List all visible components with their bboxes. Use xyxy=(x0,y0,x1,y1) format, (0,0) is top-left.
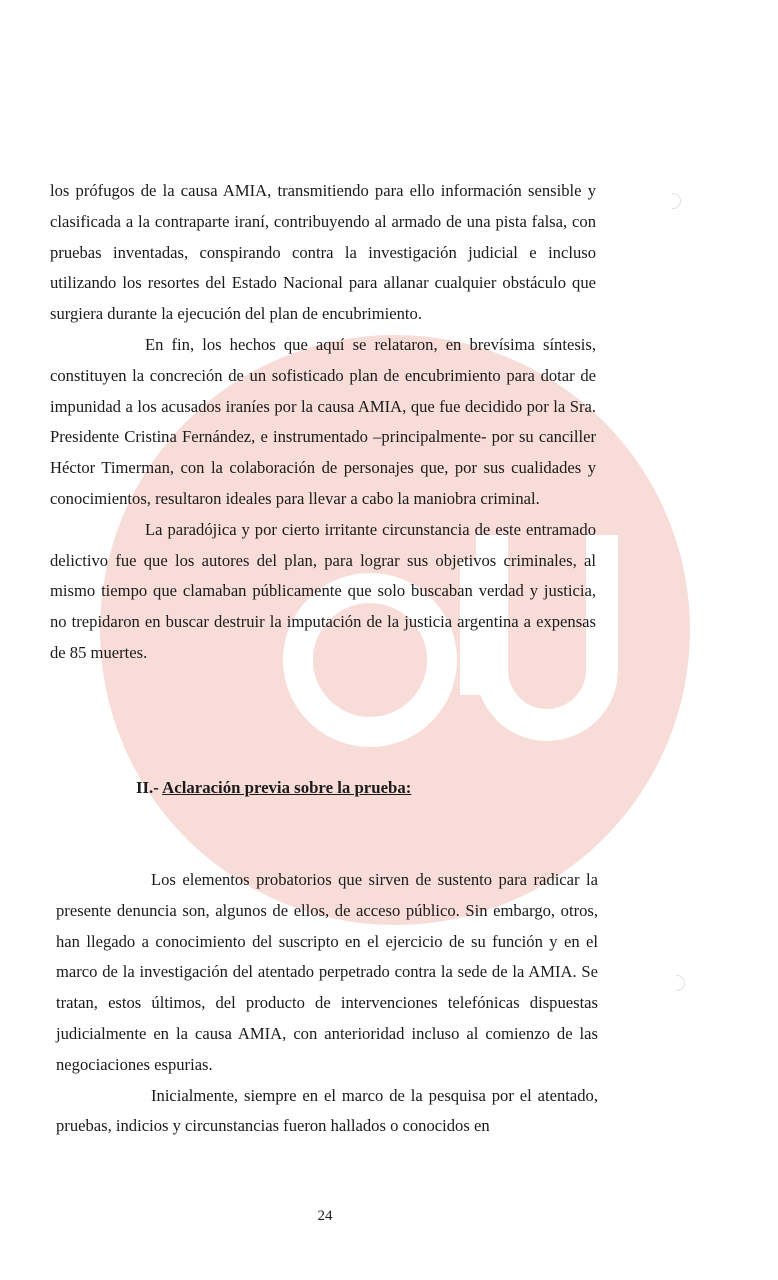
paragraph: Los elementos probatorios que sirven de sustento para radicar la presente denuncia son, algunos de ellos, de acceso público. Sin embargo, otros, han llegado a conocimiento del suscripto en el ejercicio de su función y en el marco de la investigación del atentado perpetrado contra la sede de la AMIA. Se tratan, estos últimos, del producto de intervenciones telefónicas dispuestas judicialmente en la causa AMIA, con anterioridad incluso al comienzo de las negociaciones espurias. xyxy=(56,870,598,1074)
paragraph: La paradójica y por cierto irritante circunstancia de este entramado delictivo fue que los autores del plan, para lograr sus objetivos criminales, al mismo tiempo que clamaban públicamente que solo buscaban verdad y justicia, no trepidaron en buscar destruir la imputación de la justicia argentina a expensas de 85 muertes. xyxy=(50,519,596,662)
paragraph: los prófugos de la causa AMIA, transmitiendo para ello información sensible y clasificada a la contraparte iraní, contribuyendo al armado de una pista falsa, con pruebas inventadas, conspirando contra la investigación judicial e incluso utilizando los resortes del Estado Nacional para allanar cualquier obstáculo que surgiera durante la ejecución del plan de encubrimiento. xyxy=(50,181,596,324)
page-number: 24 xyxy=(317,1208,333,1224)
text-block-top xyxy=(50,176,596,669)
paragraph: En fin, los hechos que aquí se relataron, en brevísima síntesis, constituyen la concreción de un sofisticado plan de encubrimiento para dotar de impunidad a los acusados iraníes por la causa AMIA, que fue decidido por la Sra. Presidente Cristina Fernández, e instrumentado –principalmente- por su canciller Héctor Timerman, con la colaboración de personajes que, por sus cualidades y conocimientos, resultaron ideales para llevar a cabo la maniobra criminal. xyxy=(50,334,596,508)
scan-mark xyxy=(676,975,685,991)
section-number: II.- xyxy=(136,778,163,797)
section-title: Aclaración previa sobre la prueba: xyxy=(162,778,412,797)
scan-mark xyxy=(672,193,681,209)
section-heading xyxy=(136,775,411,801)
text-block-bottom xyxy=(56,865,598,1142)
paragraph: Inicialmente, siempre en el marco de la pesquisa por el atentado, pruebas, indicios y circunstancias fueron hallados o conocidos en xyxy=(56,1085,598,1136)
